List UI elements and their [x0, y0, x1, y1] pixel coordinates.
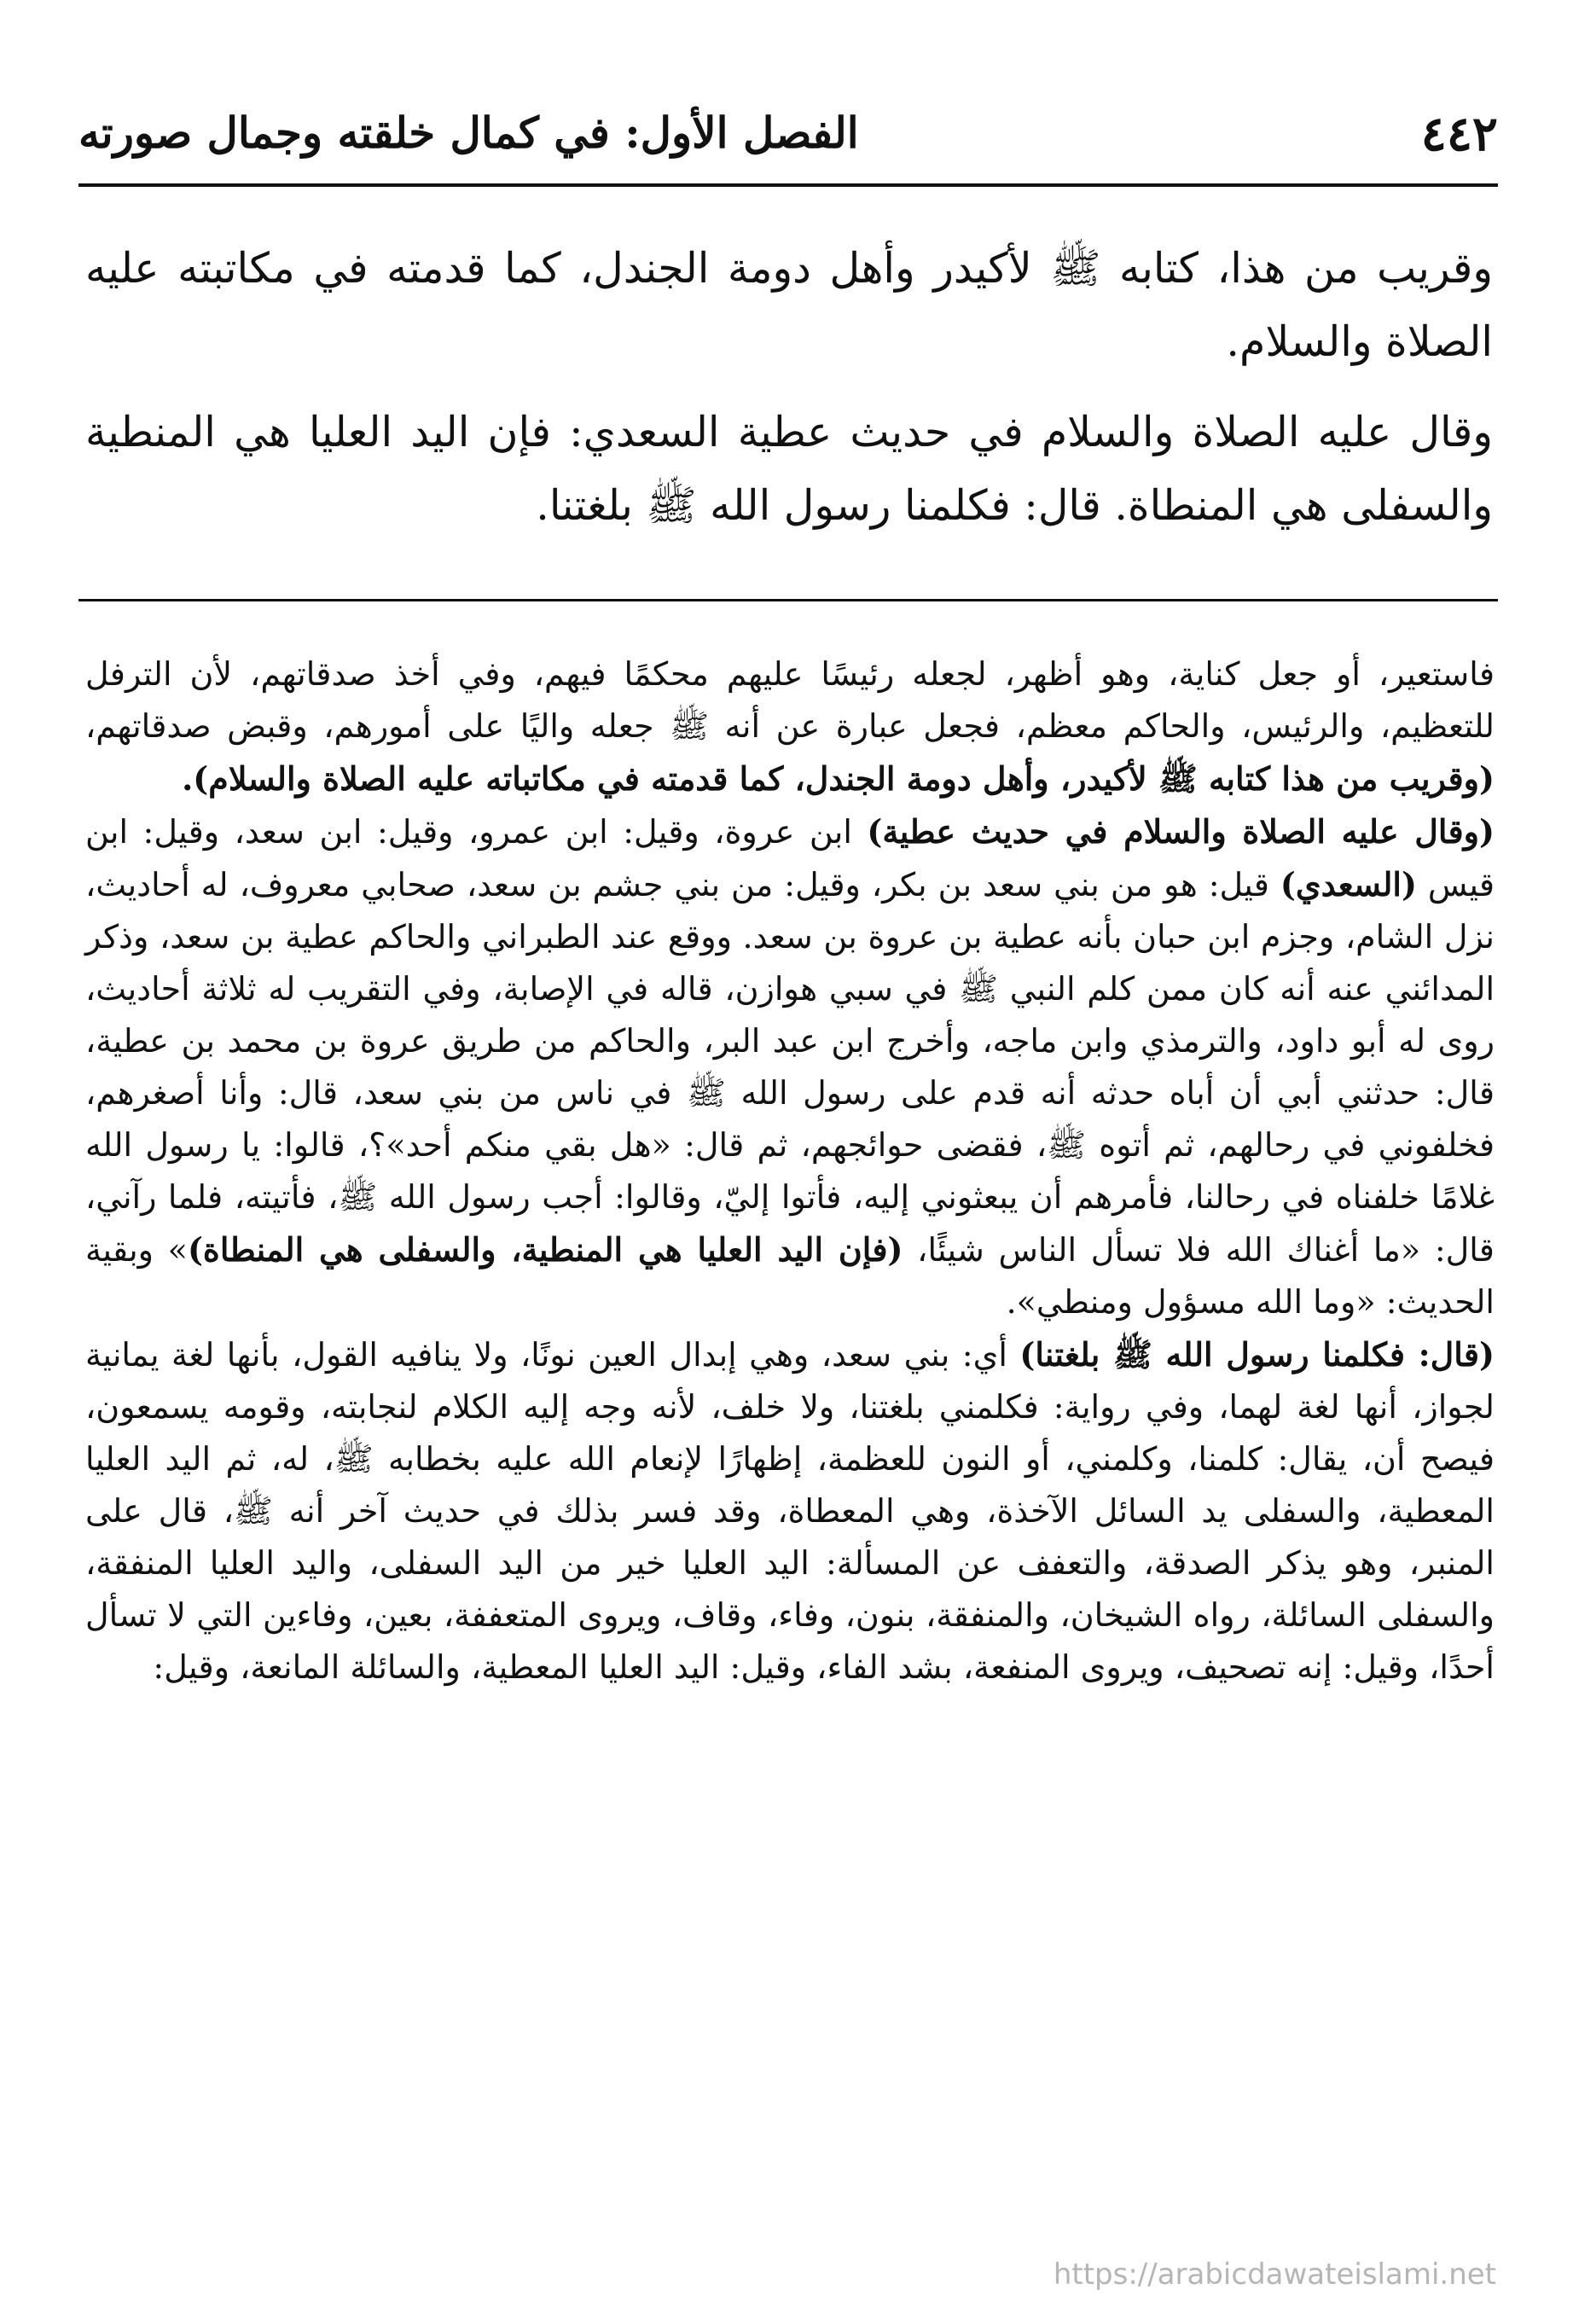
- commentary-text-run: قيل: هو من بني سعد بن بكر، وقيل: من بني جشم بن سعد، صحابي معروف، له أحاديث، نزل الشام، وجزم ابن حبان بأنه عطية بن عروة بن سعد. ووقع عند الطبراني والحاكم عطية بن سعد، وذكر المدائني عنه أنه كان ممن كلم النبي ﷺ في سبي هوازن، قاله في الإصابة، وفي التقريب له ثلاثة أحاديث، روى له أبو داود، والترمذي وابن ماجه، وأخرج ابن عبد البر، والحاكم من طريق عروة بن محمد بن عطية، قال: حدثني أبي أن أباه حدثه أنه قدم على رسول الله ﷺ في ناس من بني سعد، قال: وأنا أصغرهم، فخلفوني في رحالهم، ثم أتوه ﷺ، فقضى حوائجهم، ثم قال: «هل بقي منكم أحد»؟، قالوا: يا رسول الله غلامًا خلفناه في رحالنا، فأمرهم أن يبعثوني إليه، فأتوا إليّ، وقالوا: أجب رسول الله ﷺ، فأتيته، فلما رآني، قال: «ما أغناك الله فلا تسأل الناس شيئًا،: [85, 866, 1495, 1269]
- main-text: [85, 232, 1493, 560]
- commentary-divider: [78, 599, 1498, 601]
- quoted-main-text: (السعدي): [1280, 865, 1417, 903]
- commentary-paragraph: [85, 648, 1495, 805]
- commentary-paragraph: [85, 1328, 1495, 1694]
- running-title: الفصل الأول: في كمال خلقته وجمال صورته: [78, 107, 859, 158]
- main-paragraph: وقال عليه الصلاة والسلام في حديث عطية السعدي: فإن اليد العليا هي المنطية والسفلى هي المنطاة. قال: فكلمنا رسول الله ﷺ بلغتنا.: [85, 408, 1493, 530]
- page-header: [78, 102, 1498, 184]
- quoted-main-text: (وقريب من هذا كتابه ﷺ لأكيدر، وأهل دومة الجندل، كما قدمته في مكاتباته عليه الصلاة والسلام).: [182, 759, 1495, 798]
- main-paragraph: وقريب من هذا، كتابه ﷺ لأكيدر وأهل دومة الجندل، كما قدمته في مكاتبته عليه الصلاة والسلام.: [85, 244, 1493, 366]
- commentary-text-run: » وبقية الحديث: «وما الله مسؤول ومنطي».: [85, 1231, 1495, 1321]
- commentary-text-run: ابن عروة، وقيل: ابن عمرو، وقيل: ابن سعد، وقيل: ابن قيس: [85, 813, 1495, 903]
- quoted-main-text: (قال: فكلمنا رسول الله ﷺ بلغتنا): [1019, 1335, 1495, 1374]
- header-divider: [78, 183, 1498, 187]
- commentary-paragraph: [85, 805, 1495, 1328]
- watermark-url: https://arabicdawateislami.net: [1053, 2257, 1496, 2292]
- commentary-text: [85, 648, 1495, 1694]
- quoted-main-text: (فإن اليد العليا هي المنطية، والسفلى هي المنطاة): [187, 1230, 903, 1269]
- page-number: ٤٤٢: [1420, 106, 1498, 162]
- commentary-text-run: أي: بني سعد، وهي إبدال العين نونًا، ولا ينافيه القول، بأنها لغة يمانية لجواز، أنها لغة لهما، وفي رواية: فكلمني بلغتنا، ولا خلف، لأنه وجه إليه الكلام لنجابته، وقومه يسمعون، فيصح أن، يقال: كلمنا، وكلمني، أو النون للعظمة، إظهارًا لإنعام الله عليه بخطابه ﷺ، له، ثم اليد العليا المعطية، والسفلى يد السائل الآخذة، وهي المعطاة، وقد فسر بذلك في حديث آخر أنه ﷺ، قال على المنبر، وهو يذكر الصدقة، والتعفف عن المسألة: اليد العليا خير من اليد السفلى، واليد العليا المنفقة، والسفلى السائلة، رواه الشيخان، والمنفقة، بنون، وفاء، وقاف، ويروى المتعففة، بعين، وفاءين التي لا تسأل أحدًا، وقيل: إنه تصحيف، ويروى المنفعة، بشد الفاء، وقيل: اليد العليا المعطية، والسائلة المانعة، وقيل:: [85, 1336, 1495, 1686]
- commentary-text-run: فاستعير، أو جعل كناية، وهو أظهر، لجعله رئيسًا عليهم محكمًا فيهم، وفي أخذ صدقاتهم، لأن الترفل للتعظيم، والرئيس، والحاكم معظم، فجعل عبارة عن أنه ﷺ جعله واليًا على أمورهم، وقبض صدقاتهم،: [85, 655, 1495, 745]
- quoted-main-text: (وقال عليه الصلاة والسلام في حديث عطية): [867, 812, 1495, 851]
